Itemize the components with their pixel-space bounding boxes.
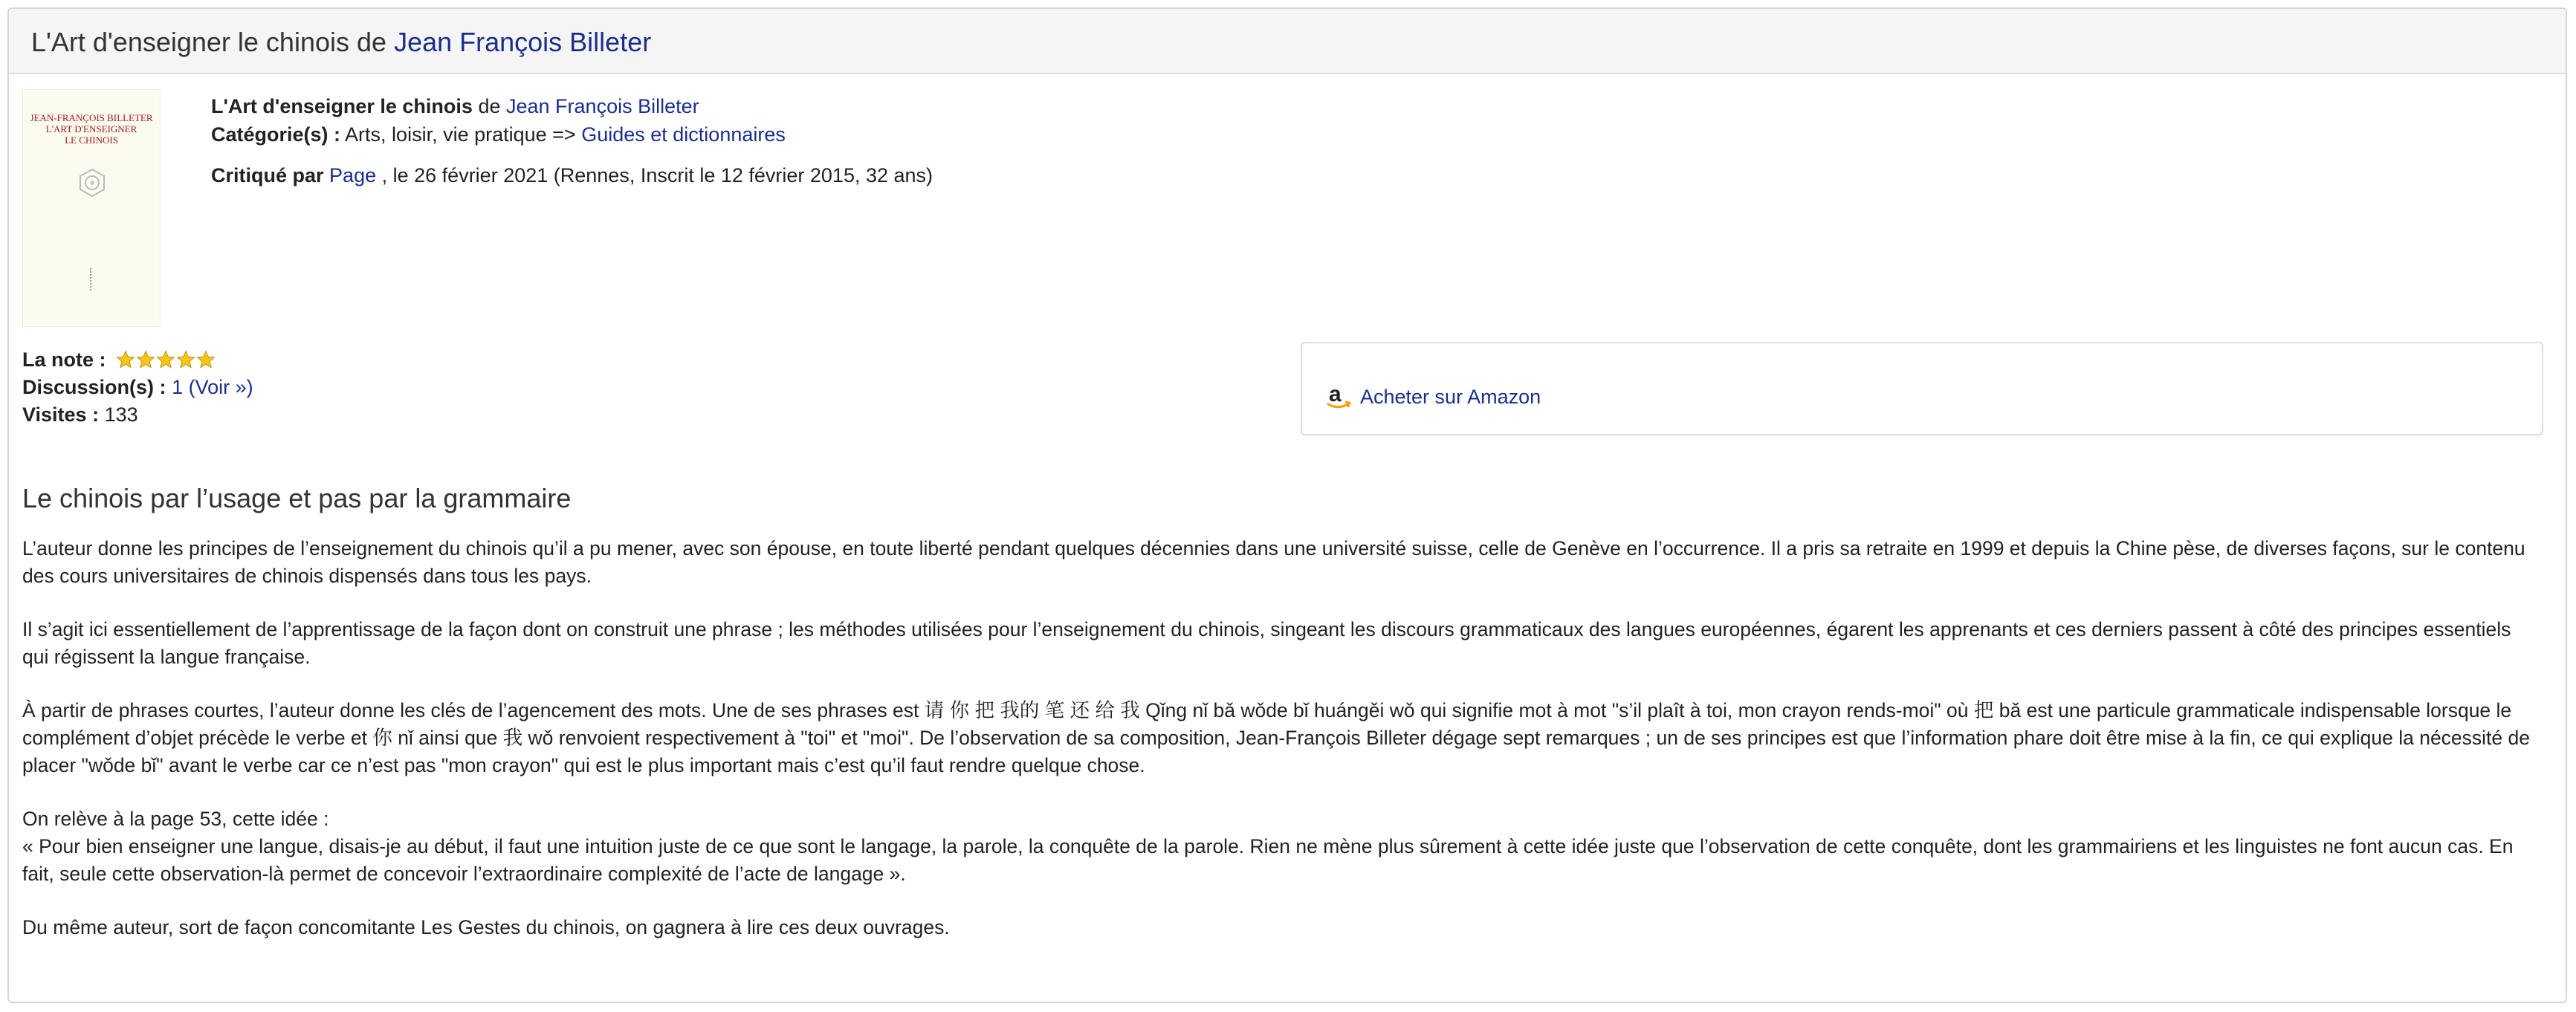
review-heading: Le chinois par l’usage et pas par la grammaire [22,483,572,513]
buy-on-amazon-link[interactable] [1326,382,1541,412]
book-cover[interactable] [22,89,161,327]
visits-count: 133 [104,403,138,426]
cover-title-line1: L'ART D'ENSEIGNER [45,123,137,134]
discussions-see-link[interactable]: (Voir ») [188,376,253,398]
star-icon [136,350,155,369]
cover-emblem-icon [77,168,107,198]
book-author-link[interactable]: Jean François Billeter [506,95,699,117]
review-paragraph: L’auteur donne les principes de l’enseignement du chinois qu’il a pu mener, avec son épouse, en toute liberté pendant quelques décennies dans une université suisse, celle de Genève en l’occurrence. Il a pris sa retraite en 1999 et depuis la Chine pèse, de diverses façons, sur le contenu des cours universitaires de chinois dispensés dans tous les pays. [22,537,2525,587]
review-paragraph: Il s’agit ici essentiellement de l’apprentissage de la façon dont on construit une phrase ; les méthodes utilisées pour l’enseignement du chinois, singeant les discours grammaticaux des langues européennes, égarent les apprenants et ces derniers passent à côté des principes essentiels qui régissent la langue française. [22,618,2511,668]
cover-text [23,90,160,146]
amazon-box [1301,342,2543,435]
discussions-count[interactable]: 1 [172,376,184,398]
critique-user-link[interactable]: Page [329,164,377,186]
rating-stars [116,350,216,369]
amazon-label: Acheter sur Amazon [1360,385,1541,408]
book-stats [22,346,253,429]
review-paragraph: On relève à la page 53, cette idée : [22,808,329,830]
category-text: Arts, loisir, vie pratique => [345,123,576,146]
rating-label: La note : [22,348,106,371]
star-icon [176,350,195,369]
header-title: L'Art d'enseigner le chinois de [31,27,387,57]
critique-label: Critiqué par [211,164,324,186]
visits-label: Visites : [22,403,100,426]
discussions-label: Discussion(s) : [22,376,166,398]
meta-category-row [211,120,933,149]
cover-author: JEAN-FRANÇOIS BILLETER [30,112,153,123]
cover-ornament [90,268,96,291]
cover-title-line2: LE CHINOIS [65,134,118,146]
discussions-row [22,374,253,401]
meta-critique-row [211,161,933,189]
star-icon [156,350,175,369]
critique-details: , le 26 février 2021 (Rennes, Inscrit le 12 février 2015, 32 ans) [381,164,933,186]
panel-header [9,9,2566,74]
review-content [22,483,2542,967]
star-icon [116,350,135,369]
category-label: Catégorie(s) : [211,123,341,146]
book-meta [211,92,933,189]
review-paragraph: À partir de phrases courtes, l’auteur donne les clés de l’agencement des mots. Une de ses phrases est 请 你 把 我的 笔 还 给 我 Qǐng nǐ bǎ wǒde bǐ huángěi wǒ qui signifie mot à mot "s’il plaît à toi, mon crayon rends-moi" où 把 bǎ est une particule grammaticale indispensable lorsque le complément d’objet précède le verbe et 你 nǐ ainsi que 我 wǒ renvoient respectivement à "toi" et "moi". De l’observation de sa composition, Jean-François Billeter dégage sept remarques ; un de ses principes est que l’information phare doit être mise à la fin, ce qui explique la nécessité de placer "wǒde bǐ" avant le verbe car ce n’est pas "mon crayon" qui est le plus important mais c’est qu’il faut rendre quelque chose. [22,699,2531,776]
star-icon [196,350,216,369]
category-link[interactable]: Guides et dictionnaires [581,123,786,146]
header-author-link[interactable]: Jean François Billeter [394,27,652,57]
review-paragraph: Du même auteur, sort de façon concomitante Les Gestes du chinois, on gagnera à lire ces deux ouvrages. [22,916,950,938]
book-de: de [478,95,501,117]
svg-text:a: a [1329,382,1342,406]
meta-title-row [211,92,933,120]
book-title: L'Art d'enseigner le chinois [211,95,473,117]
visits-row [22,401,253,429]
review-quote: « Pour bien enseigner une langue, disais-je au début, il faut une intuition juste de ce que sont le langage, la parole, la conquête de la parole. Rien ne mène plus sûrement à cette idée juste que l’observation de cette conquête, dont les grammairiens et les linguistes ne font aucun cas. En fait, seule cette observation-là permet de concevoir l’extraordinaire complexité de l’acte de langage ». [22,835,2514,885]
rating-row [22,346,253,374]
amazon-icon [1326,382,1351,412]
